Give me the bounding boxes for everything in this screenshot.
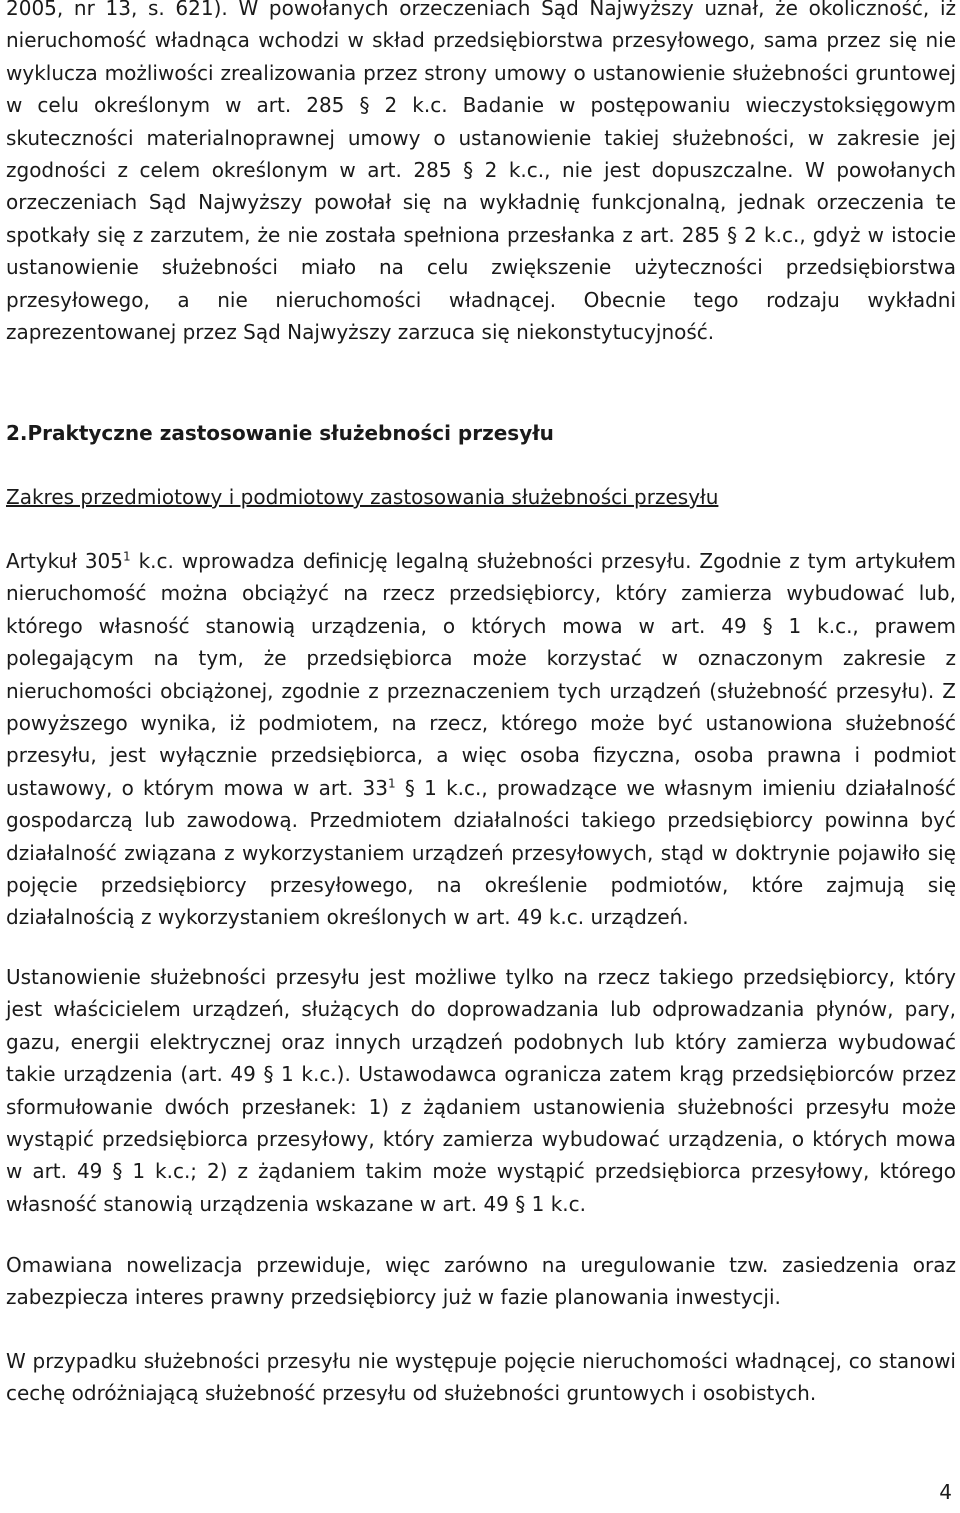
subsection-heading: Zakres przedmiotowy i podmiotowy zastosowania służebności przesyłu [6,485,719,509]
paragraph-4: Omawiana nowelizacja przewiduje, więc zarówno na uregulowanie tzw. zasiedzenia oraz zabezpiecza interes prawny przedsiębiorcy już w fazie planowania inwestycji. [6,1253,956,1310]
page-number: 4 [939,1480,952,1504]
paragraph-2-part-2: § 1 k.c., prowadzące we własnym imieniu działalność gospodarczą lub zawodową. Przedmiotem działalności takiego przedsiębiorcy powinna być działalność związana z wykorzystaniem urządzeń przesyłowych, stąd w doktrynie pojawiło się pojęcie przedsiębiorcy przesyłowego, na określenie podmiotów, które zajmują się działalnością z wykorzystaniem określonych w art. 49 k.c. urządzeń. [6,775,956,930]
superscript-1: 1 [123,549,131,564]
paragraph-1: 2005, nr 13, s. 621). W powołanych orzeczeniach Sąd Najwyższy uznał, że okoliczność, iż nieruchomość władnąca wchodzi w skład przedsiębiorstwa przesyłowego, sama przez się nie wyklucza możliwości zrealizowania przez strony umowy o ustanowienie służebności gruntowej w celu określonym w art. 285 § 2 k.c. Badanie w postępowaniu wieczystoksięgowym skuteczności materialnoprawnej umowy o ustanowienie takiej służebności, w zakresie jej zgodności z celem określonym w art. 285 § 2 k.c., nie jest dopuszczalne. W powołanych orzeczeniach Sąd Najwyższy powołał się na wykładnię funkcjonalną, jednak orzeczenia te spotkały się z zarzutem, że nie została spełniona przesłanka z art. 285 § 2 k.c., gdyż w istocie ustanowienie służebności miało na celu zwiększenie użyteczności przedsiębiorstwa przesyłowego, a nie nieruchomości władnącej. Obecnie tego rodzaju wykładni zaprezentowanej przez Sąd Najwyższy zarzuca się niekonstytucyjność. [6,0,956,345]
paragraph-2-lead: Artykuł 305 [6,549,124,573]
paragraph-5: W przypadku służebności przesyłu nie występuje pojęcie nieruchomości władnącej, co stanowi cechę odróżniającą służebność przesyłu od służebności gruntowych i osobistych. [6,1349,956,1406]
superscript-2: 1 [388,776,396,791]
section-heading: 2.Praktyczne zastosowanie służebności przesyłu [6,421,554,445]
paragraph-2-part-1: k.c. wprowadza definicję legalną służebności przesyłu. Zgodnie z tym artykułem nieruchomość można obciążyć na rzecz przedsiębiorcy, który zamierza wybudować lub, którego własność stanowią urządzenia, o których mowa w art. 49 § 1 k.c., prawem polegającym na tym, że przedsiębiorca może korzystać w oznaczonym zakresie z nieruchomości obciążonej, zgodnie z przeznaczeniem tych urządzeń (służebność przesyłu). Z powyższego wynika, iż podmiotem, na rzecz, którego może być ustanowiona służebność przesyłu, jest wyłącznie przedsiębiorca, a więc osoba fizyczna, osoba prawna i podmiot ustawowy, o którym mowa w art. 33 [6,549,956,800]
paragraph-3: Ustanowienie służebności przesyłu jest możliwe tylko na rzecz takiego przedsiębiorcy, który jest właścicielem urządzeń, służących do doprowadzania lub odprowadzania płynów, pary, gazu, energii elektrycznej oraz innych urządzeń podobnych lub który zamierza wybudować takie urządzenia (art. 49 § 1 k.c.). Ustawodawca ogranicza zatem krąg przedsiębiorców przez sformułowanie dwóch przesłanek: 1) z żądaniem ustanowienia służebności przesyłu może wystąpić przedsiębiorca przesyłowy, który zamierza wybudować urządzenia, o których mowa w art. 49 § 1 k.c.; 2) z żądaniem takim może wystąpić przedsiębiorca przesyłowy, którego własność stanowią urządzenia wskazane w art. 49 § 1 k.c. [6,965,956,1216]
paragraph-2 [6,545,956,934]
